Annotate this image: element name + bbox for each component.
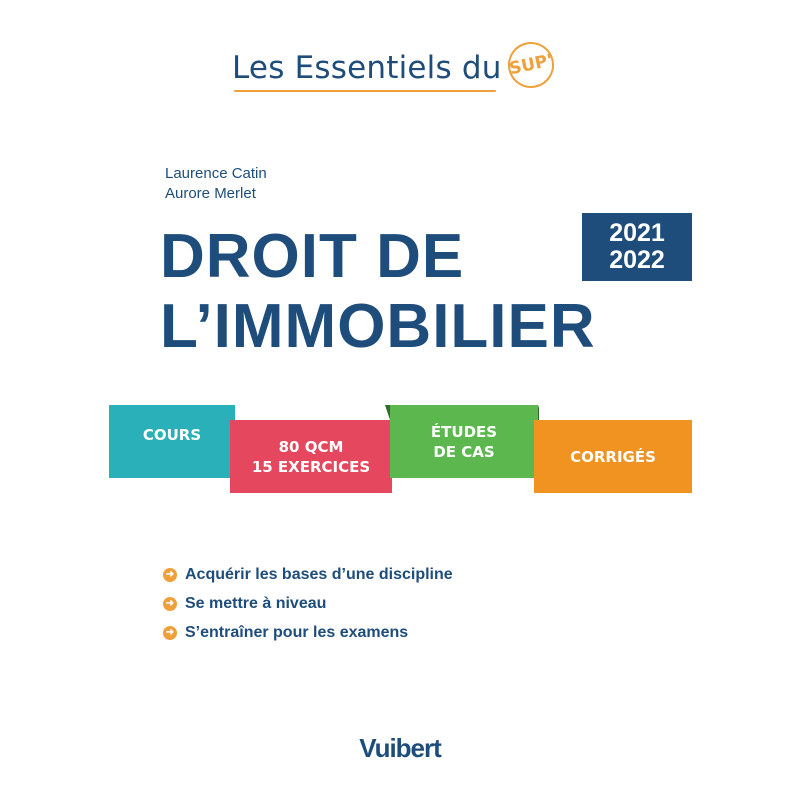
bullet-text: Se mettre à niveau	[185, 594, 327, 612]
arrow-circle-icon: ➜	[163, 597, 177, 611]
tag-corriges-label: CORRIGÉS	[570, 447, 656, 466]
series-underline	[234, 90, 496, 92]
tag-corriges	[534, 420, 692, 493]
tag-etudes-line-2: DE CAS	[433, 442, 495, 461]
tag-qcm-line-2: 15 EXERCICES	[251, 457, 371, 476]
arrow-circle-icon: ➜	[163, 626, 177, 640]
tag-cours-label: COURS	[142, 425, 202, 444]
year-badge	[582, 213, 692, 281]
tag-cours	[109, 405, 235, 478]
series-title: Les Essentiels du	[232, 50, 502, 86]
bullet-text: S’entraîner pour les examens	[185, 623, 409, 641]
bullet-text: Acquérir les bases d’une discipline	[185, 565, 453, 583]
tag-qcm-line-1: 80 QCM	[278, 437, 344, 456]
year-line-1: 2021	[609, 219, 665, 247]
author-2: Aurore Merlet	[165, 185, 256, 202]
list-item	[163, 618, 453, 647]
title-line-2: L’IMMOBILIER	[160, 292, 596, 361]
publisher-logo: Vuibert	[359, 733, 441, 763]
year-line-2: 2022	[609, 246, 665, 274]
tag-etudes-line-1: ÉTUDES	[430, 422, 498, 441]
series-header	[232, 48, 554, 88]
sup-logo: SUP'	[503, 38, 558, 93]
title-line-1: DROIT DE	[160, 222, 465, 291]
tag-etudes	[390, 405, 538, 478]
tag-qcm	[230, 420, 392, 493]
author-1: Laurence Catin	[165, 165, 267, 182]
benefits-list	[163, 560, 453, 647]
list-item	[163, 560, 453, 589]
arrow-circle-icon: ➜	[163, 568, 177, 582]
authors	[165, 164, 267, 204]
book-title	[160, 222, 596, 362]
list-item	[163, 589, 453, 618]
